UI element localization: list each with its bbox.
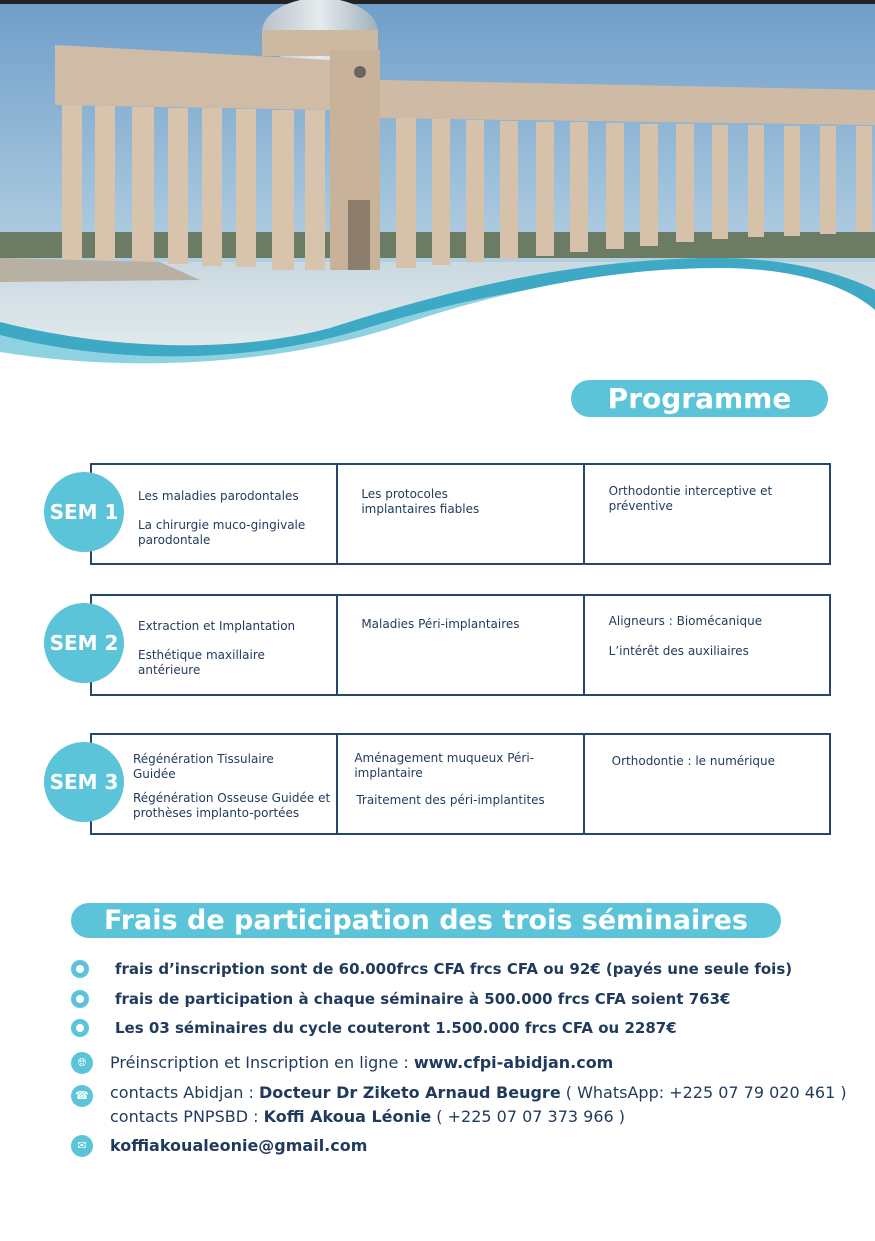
topic: Orthodontie : le numérique [611,754,776,768]
email-link[interactable]: koffiakoualeonie@gmail.com [110,1136,368,1155]
web-label: Préinscription et Inscription en ligne : [110,1053,414,1072]
pnpsbd-label: contacts PNPSBD : [110,1107,264,1126]
seminar-column [338,596,584,694]
topic: Extraction et Implantation [138,619,296,633]
seminar-block-3 [44,733,829,833]
bullet-icon [71,1019,89,1037]
fees-title: Frais de participation des trois séminaires [71,903,781,938]
seminar-badge: SEM 2 [44,603,124,683]
seminar-block-1 [44,463,829,563]
fee-text: Les 03 séminaires du cycle couteront 1.500.000 frcs CFA ou 2287€ [115,1019,677,1037]
topic: Aménagement muqueux Péri-implantaire [354,751,534,780]
seminar-badge: SEM 1 [44,472,124,552]
topic: La chirurgie muco-gingivale parodontale [138,518,306,547]
basilica-photo [0,0,875,372]
fee-text: frais de participation à chaque séminaire à 500.000 frcs CFA soient 763€ [115,990,731,1008]
programme-title: Programme [571,380,828,417]
topic: Régénération Osseuse Guidée et prothèses implanto-portées [133,791,331,820]
topic: Traitement des péri-implantites [356,793,545,807]
seminar-badge: SEM 3 [44,742,124,822]
seminar-column [585,735,829,833]
web-registration [71,1051,613,1075]
seminar-table [90,594,831,696]
topic: Les protocoles implantaires fiables [361,487,480,516]
seminar-column [338,735,584,833]
bullet-icon [71,990,89,1008]
topic: Maladies Péri-implantaires [361,617,520,631]
hero-image [0,0,875,372]
globe-icon: 🌐︎ [71,1052,93,1074]
phone-contacts [71,1081,847,1129]
pnpsbd-phone[interactable]: ( +225 07 07 373 966 ) [431,1107,626,1126]
seminar-block-2 [44,594,829,694]
envelope-icon: ✉ [71,1135,93,1157]
topic: L’intérêt des auxiliaires [608,644,749,658]
topic: Les maladies parodontales [138,489,299,503]
fee-text: frais d’inscription sont de 60.000frcs CFA frcs CFA ou 92€ (payés une seule fois) [115,960,793,978]
topic: Orthodontie interceptive et préventive [608,484,773,513]
abidjan-name: Docteur Dr Ziketo Arnaud Beugre [258,1083,561,1102]
bullet-icon [71,960,89,978]
web-link[interactable]: www.cfpi-abidjan.com [413,1053,614,1072]
abidjan-label: contacts Abidjan : [110,1083,259,1102]
seminar-table [90,733,831,835]
seminar-column [585,465,829,563]
seminar-column [585,596,829,694]
seminar-column [338,465,584,563]
topic: Régénération Tissulaire Guidée [133,752,274,781]
pnpsbd-name: Koffi Akoua Léonie [263,1107,432,1126]
fee-item [71,987,731,1011]
seminar-column [92,596,338,694]
email-contact [71,1134,367,1158]
phone-icon: ☎ [71,1085,93,1107]
seminar-table [90,463,831,565]
fee-item [71,1016,677,1040]
topic: Aligneurs : Biomécanique [608,614,763,628]
topic: Esthétique maxillaire antérieure [138,648,265,677]
fee-item [71,957,792,981]
seminar-column [92,465,338,563]
seminar-column [92,735,338,833]
abidjan-phone[interactable]: ( WhatsApp: +225 07 79 020 461 ) [560,1083,847,1102]
